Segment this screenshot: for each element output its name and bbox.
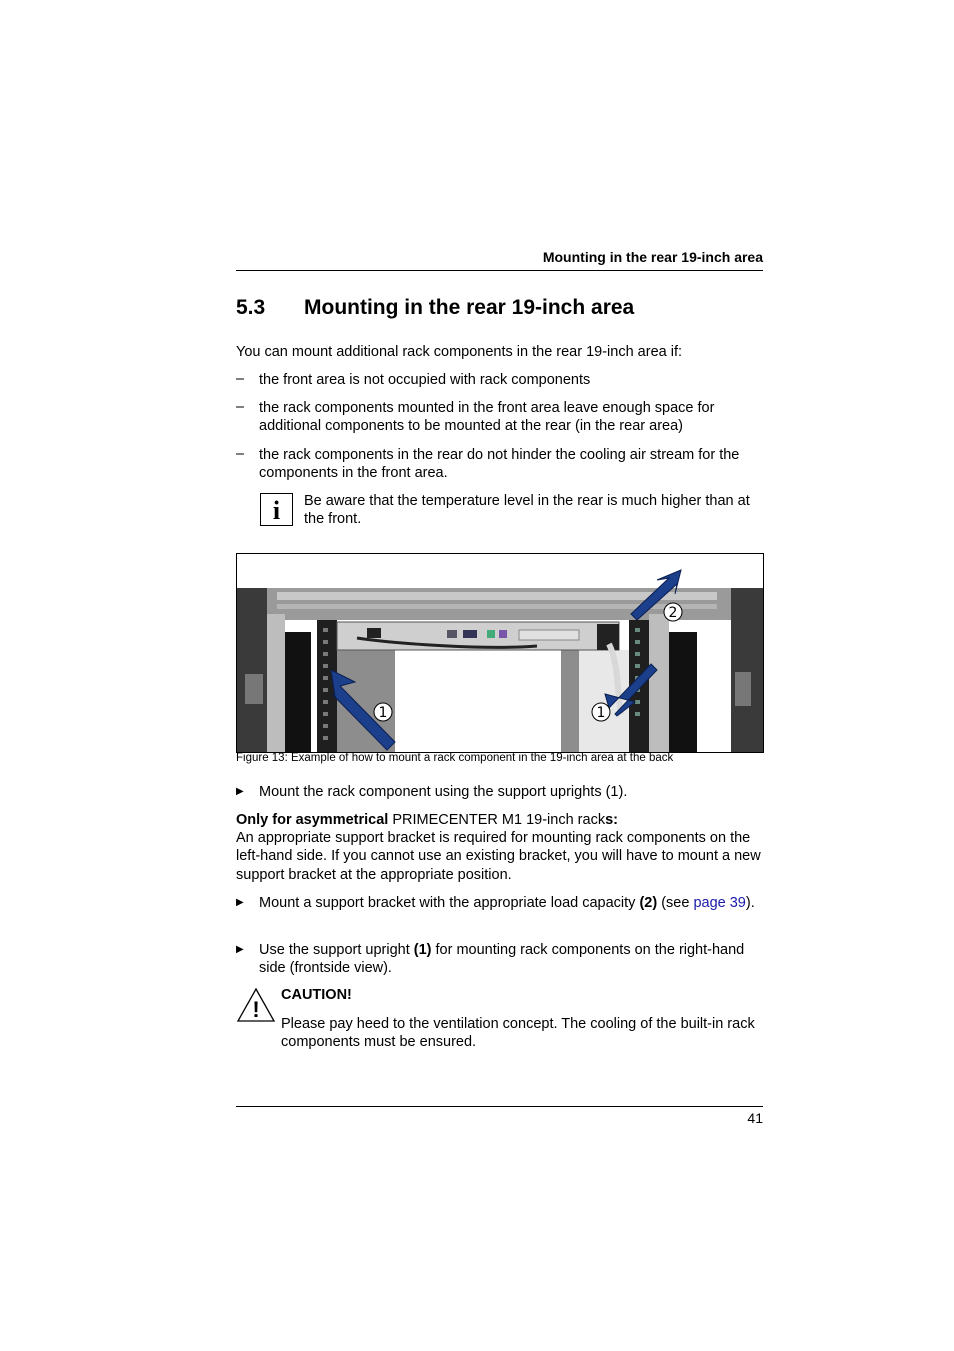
- figure-13: [236, 553, 764, 753]
- section-heading: [236, 296, 634, 320]
- step-3-ref: (1): [413, 942, 432, 958]
- asym-heading-bold-end: s:: [605, 812, 618, 828]
- asym-heading-plain: PRIMECENTER M1 19-inch rack: [388, 812, 606, 828]
- callout-2: 2: [668, 605, 678, 621]
- asymmetrical-body: An appropriate support bracket is required for mounting rack components on the left-hand side. If you cannot use an existing bracket, you will have to mount a new support bracket at the appropriate position.: [236, 830, 761, 883]
- step-bullet: ▶: [236, 897, 244, 908]
- list-item: the rack components mounted in the front area leave enough space for additional components to be mounted at the rear (in the rear area): [259, 400, 715, 435]
- step-2-ref: (2): [639, 895, 658, 911]
- caution-title: CAUTION!: [281, 987, 352, 1003]
- intro-paragraph: You can mount additional rack components in the rear 19-inch area if:: [236, 344, 683, 360]
- warning-mark: !: [252, 997, 260, 1022]
- figure-caption: Figure 13: Example of how to mount a rack component in the 19-inch area at the back: [236, 752, 674, 764]
- header-rule: [236, 270, 763, 271]
- rack-photo: [237, 554, 764, 753]
- step-2-part: Mount a support bracket with the appropriate load capacity: [259, 895, 640, 911]
- step-3-part: Use the support upright: [259, 942, 414, 958]
- footer-rule: [236, 1106, 763, 1107]
- page-number: 41: [747, 1110, 763, 1126]
- info-icon: i: [260, 493, 293, 526]
- running-header: Mounting in the rear 19-inch area: [542, 249, 763, 265]
- step-bullet: ▶: [236, 786, 244, 797]
- callout-1-left: 1: [378, 705, 388, 721]
- info-note-text: Be aware that the temperature level in the rear is much higher than at the front.: [304, 493, 750, 528]
- list-marker: –: [236, 371, 245, 387]
- step-3-text: [259, 941, 764, 978]
- list-item: the rack components in the rear do not hinder the cooling air stream for the components in the front area.: [259, 447, 740, 482]
- step-2-part: (see: [657, 895, 694, 911]
- list-item: the front area is not occupied with rack components: [259, 372, 591, 388]
- list-marker: –: [236, 446, 245, 462]
- asym-heading-bold: Only for asymmetrical: [236, 812, 389, 828]
- warning-icon: [236, 987, 276, 1023]
- callout-1-right: 1: [596, 705, 606, 721]
- step-1-text: Mount the rack component using the support uprights (1).: [259, 784, 628, 800]
- page-39-link[interactable]: page 39: [693, 895, 746, 911]
- list-marker: –: [236, 399, 245, 415]
- step-bullet: ▶: [236, 944, 244, 955]
- step-2-text: [259, 894, 764, 912]
- step-3-part: for mounting rack components on the right-hand side (frontside view).: [259, 942, 745, 977]
- section-title: Mounting in the rear 19-inch area: [304, 296, 635, 319]
- caution-text: Please pay heed to the ventilation concept. The cooling of the built-in rack components must be ensured.: [281, 1016, 755, 1051]
- asymmetrical-heading: [236, 811, 764, 829]
- section-number: 5.3: [236, 296, 266, 319]
- step-2-part: ).: [745, 895, 755, 911]
